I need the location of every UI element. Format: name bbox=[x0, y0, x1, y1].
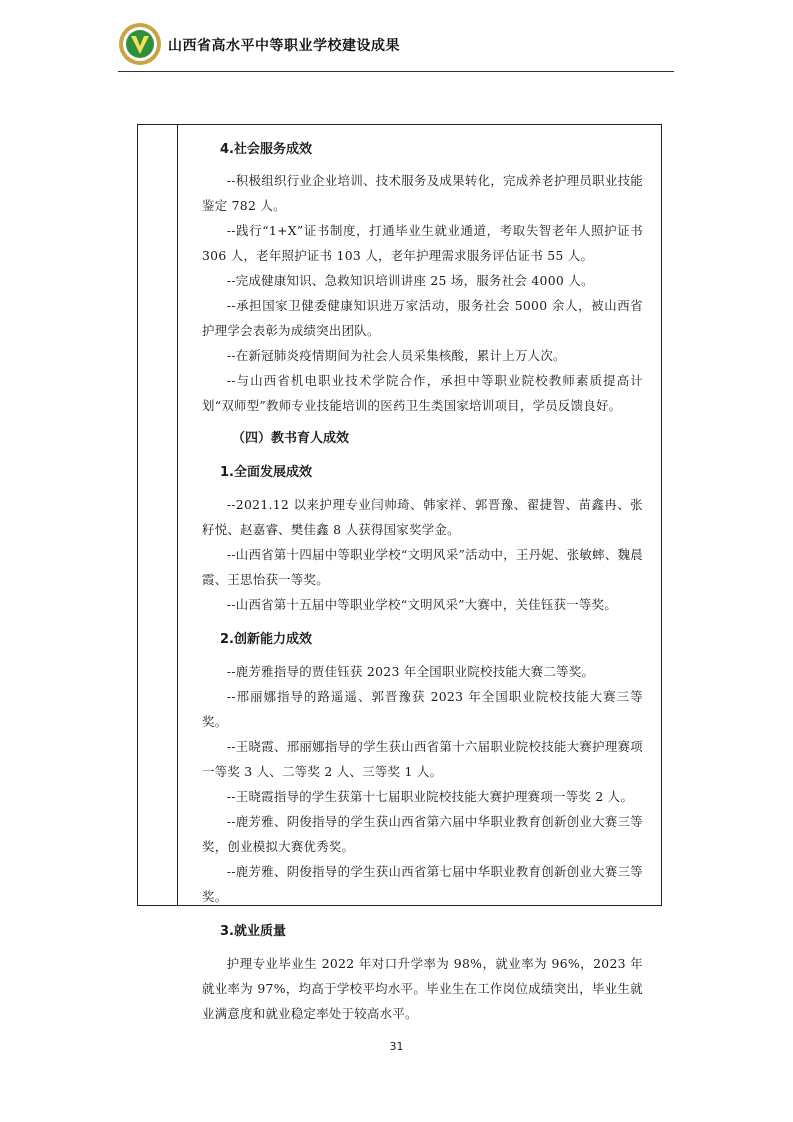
paragraph: --与山西省机电职业技术学院合作，承担中等职业院校教师素质提高计划“双师型”教师专业技能培训的医药卫生类国家培训项目，学员反馈良好。 bbox=[202, 373, 643, 413]
paragraph: --山西省第十四届中等职业学校“文明风采”活动中，王丹妮、张敏蟀、魏晨霞、王思怡获一等奖。 bbox=[202, 547, 643, 587]
paragraph: --承担国家卫健委健康知识进万家活动，服务社会 5000 余人，被山西省护理学会表彰为成绩突出团队。 bbox=[202, 298, 643, 338]
paragraph: --鹿芳雅、阴俊指导的学生获山西省第六届中华职业教育创新创业大赛三等奖，创业模拟大赛优秀奖。 bbox=[202, 814, 643, 854]
header-divider bbox=[118, 71, 674, 72]
school-logo-icon bbox=[118, 22, 162, 66]
paragraph: --2021.12 以来护理专业闫帅琦、韩家祥、郭晋豫、翟捷智、苗鑫冉、张籽悦、赵嘉睿、樊佳鑫 8 人获得国家奖学金。 bbox=[202, 497, 643, 537]
table-content-cell bbox=[180, 125, 661, 1021]
paragraph: --王晓霞、邢丽娜指导的学生获山西省第十六届职业院校技能大赛护理赛项一等奖 3 人、二等奖 2 人、三等奖 1 人。 bbox=[202, 739, 643, 779]
paragraph: --邢丽娜指导的路遥遥、郭晋豫获 2023 年全国职业院校技能大赛三等奖。 bbox=[202, 689, 643, 729]
paragraph: --王晓霞指导的学生获第十七届职业院校技能大赛护理赛项一等奖 2 人。 bbox=[226, 789, 634, 804]
section-title-education: （四）教书育人成效 bbox=[232, 431, 350, 446]
subsection-title-innovation: 2.创新能力成效 bbox=[220, 632, 312, 647]
page-header bbox=[118, 22, 674, 74]
subsection-title-employment: 3.就业质量 bbox=[220, 924, 286, 939]
paragraph: --践行“1+X”证书制度，打通毕业生就业通道，考取失智老年人照护证书 306 人，老年照护证书 103 人，老年护理需求服务评估证书 55 人。 bbox=[202, 223, 643, 263]
paragraph: 护理专业毕业生 2022 年对口升学率为 98%，就业率为 96%，2023 年就业率为 97%，均高于学校平均水平。毕业生在工作岗位成绩突出，毕业生就业满意度和就业稳定率处于较高水平。 bbox=[202, 956, 643, 1021]
section-title-social-service: 4.社会服务成效 bbox=[220, 142, 312, 157]
header-title: 山西省高水平中等职业学校建设成果 bbox=[168, 38, 400, 54]
content-table bbox=[137, 124, 662, 1021]
paragraph: --完成健康知识、急救知识培训讲座 25 场，服务社会 4000 人。 bbox=[226, 273, 594, 288]
paragraph: --鹿芳雅、阴俊指导的学生获山西省第七届中华职业教育创新创业大赛三等奖。 bbox=[202, 864, 643, 904]
subsection-title-development: 1.全面发展成效 bbox=[220, 465, 312, 480]
paragraph: --山西省第十五届中等职业学校“文明风采”大赛中，关佳钰获一等奖。 bbox=[226, 597, 618, 612]
paragraph: --在新冠肺炎疫情期间为社会人员采集核酸，累计上万人次。 bbox=[226, 348, 566, 363]
paragraph: --积极组织行业企业培训、技术服务及成果转化，完成养老护理员职业技能鉴定 782 人。 bbox=[202, 173, 643, 213]
paragraph: --鹿芳雅指导的贾佳钰获 2023 年全国职业院校技能大赛二等奖。 bbox=[226, 664, 595, 679]
table-left-column bbox=[138, 125, 178, 905]
page-number: 31 bbox=[389, 1040, 404, 1053]
